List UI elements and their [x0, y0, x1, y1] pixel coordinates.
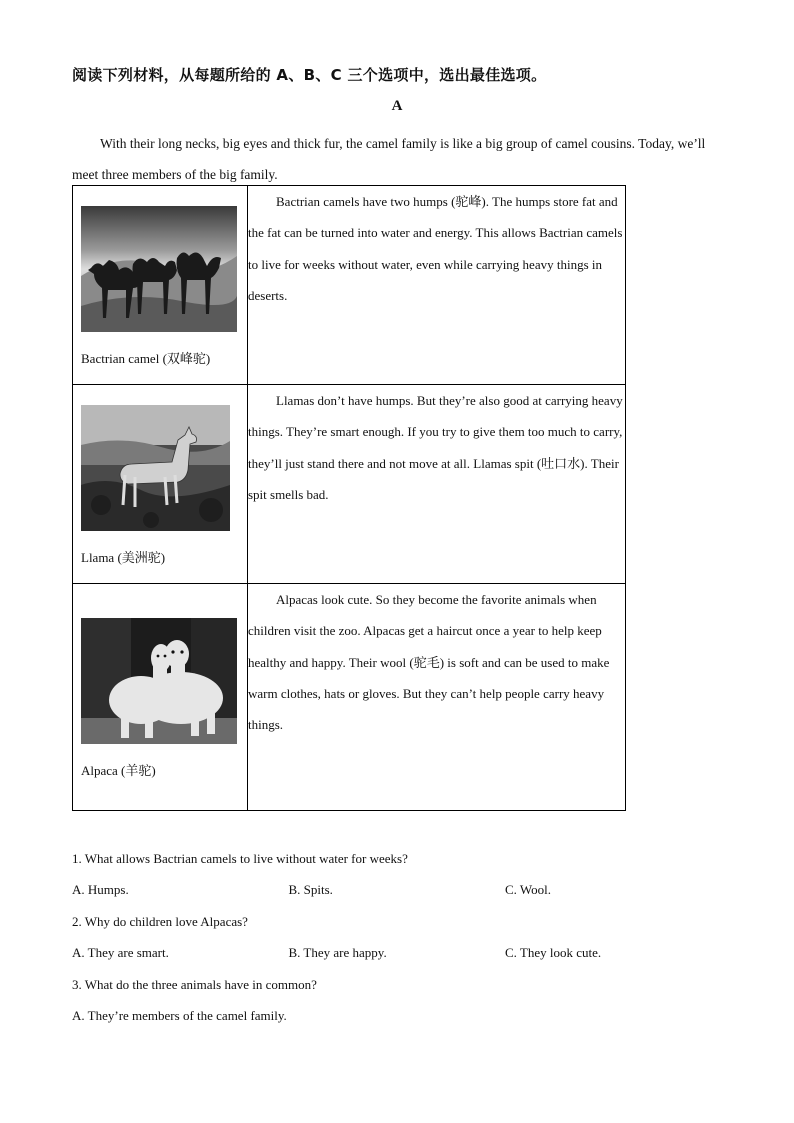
- question-stem: 3. What do the three animals have in common?: [72, 976, 317, 992]
- option-b[interactable]: B. They are happy.: [288, 945, 387, 961]
- intro-paragraph: With their long necks, big eyes and thick fur, the camel family is like a big group of camel cousins. Today, we’ll meet three members of the big family.: [72, 136, 706, 182]
- animal-description: Bactrian camels have two humps (驼峰). The humps store fat and the fat can be turned into water and energy. This allows Bactrian camels to live for weeks without water, even while carrying heavy things in deserts.: [248, 194, 623, 303]
- animal-description: Alpacas look cute. So they become the favorite animals when children visit the zoo. Alpacas get a haircut once a year to help keep healthy and happy. Their wool (驼毛) is soft and can be used to make warm clothes, hats or gloves. But they can’t help people carry heavy things.: [248, 592, 610, 733]
- option-a[interactable]: A. Humps.: [72, 882, 129, 898]
- animal-row-llama: [73, 385, 626, 584]
- question-stem: 2. Why do children love Alpacas?: [72, 913, 248, 929]
- animal-image-cell: [73, 584, 248, 811]
- option-a[interactable]: A. They’re members of the camel family.: [72, 1007, 287, 1023]
- question-stem: 1. What allows Bactrian camels to live without water for weeks?: [72, 851, 408, 866]
- instructions: 阅读下列材料，从每题所给的 A、B、C 三个选项中，选出最佳选项。: [72, 66, 547, 84]
- animal-caption: Alpaca (羊驼): [81, 763, 156, 778]
- animal-description-cell: [248, 186, 626, 385]
- bactrian-camel-photo: [81, 206, 237, 332]
- alpaca-photo: [81, 618, 237, 744]
- animal-description-cell: [248, 385, 626, 584]
- animal-row-bactrian: [73, 186, 626, 385]
- animal-caption: Llama (美洲驼): [81, 550, 166, 565]
- animal-image-cell: [73, 186, 248, 385]
- animal-row-alpaca: [73, 584, 626, 811]
- section-label: A: [391, 98, 403, 114]
- llama-photo: [81, 405, 230, 531]
- option-c[interactable]: C. They look cute.: [505, 945, 602, 961]
- option-row: [72, 877, 732, 908]
- option-a[interactable]: A. They are smart.: [72, 945, 169, 961]
- option-row: [72, 940, 732, 971]
- animal-caption: Bactrian camel (双峰驼): [81, 351, 211, 366]
- animal-description: Llamas don’t have humps. But they’re also good at carrying heavy things. They’re smart enough. If you try to give them too much to carry, they’ll just stand there and not move at all. Llamas spit (吐口水). Their spit smells bad.: [248, 393, 623, 502]
- animal-image-cell: [73, 385, 248, 584]
- option-row: [72, 1003, 732, 1034]
- animal-description-cell: [248, 584, 626, 811]
- option-c[interactable]: C. Wool.: [505, 882, 552, 898]
- question-list: [72, 846, 732, 1034]
- option-b[interactable]: B. Spits.: [288, 882, 333, 898]
- animal-table: [72, 185, 626, 811]
